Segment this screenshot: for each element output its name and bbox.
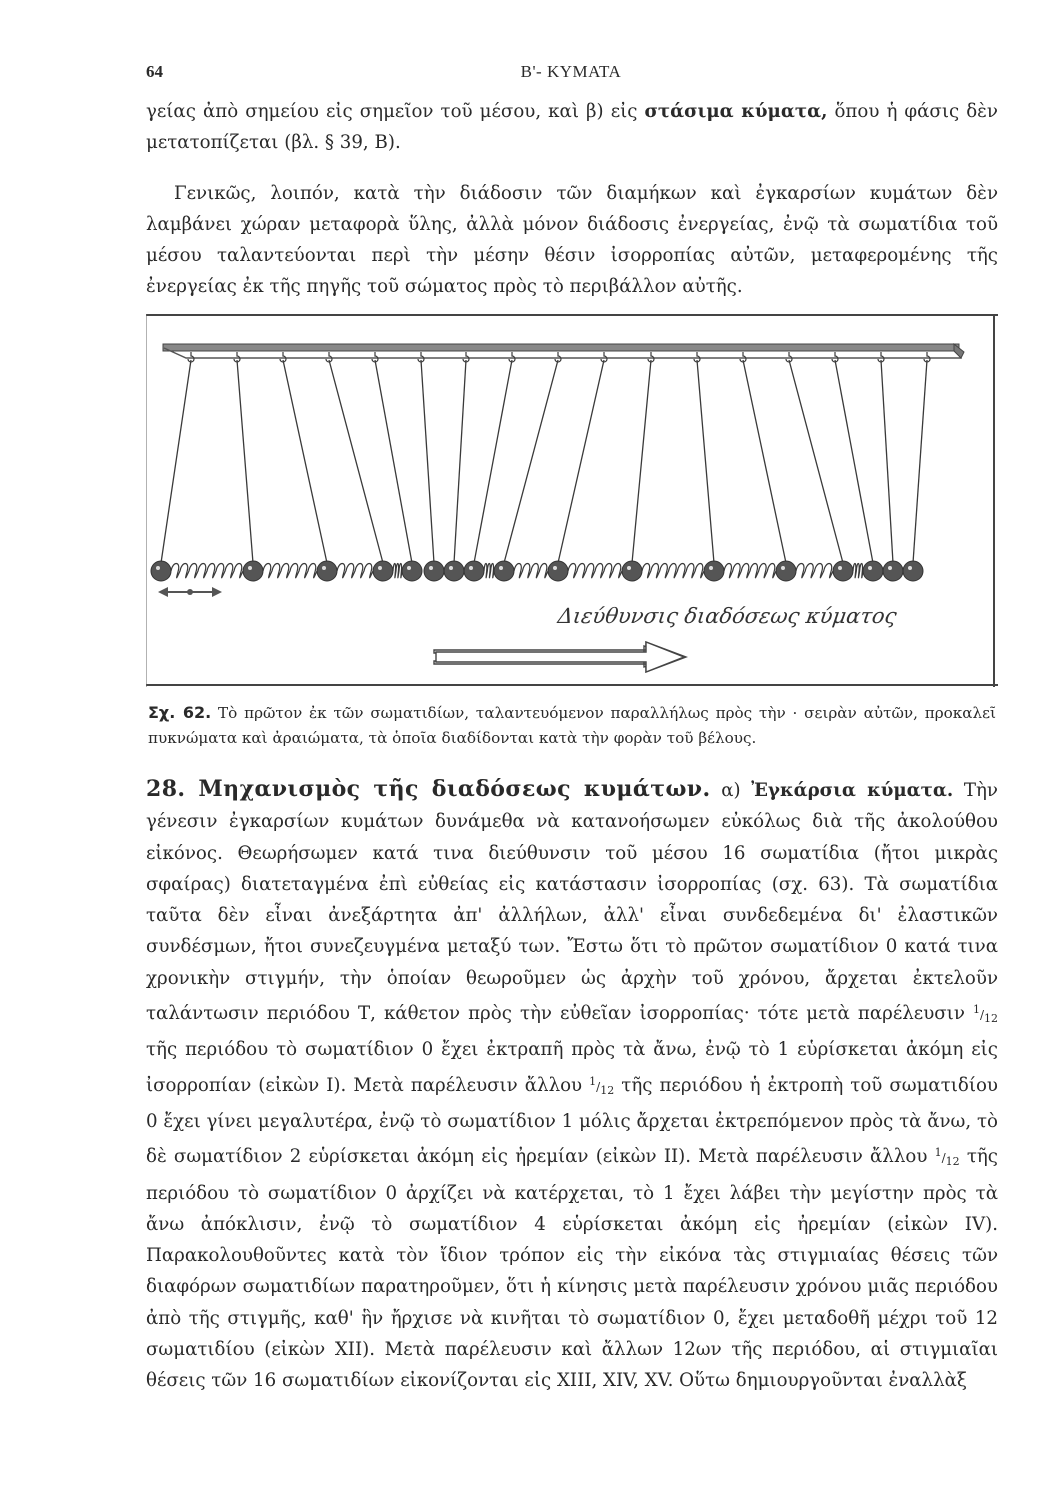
subtitle-prefix: α) <box>710 780 752 801</box>
spring-icon <box>263 564 317 578</box>
ball-icon <box>464 561 484 581</box>
fraction-numerator: 1 <box>589 1074 597 1088</box>
ball-icon <box>317 561 337 581</box>
figure-caption <box>148 700 996 751</box>
section-body: Τὴν γένεσιν ἐγκαρσίων κυμάτων δυνάμεθα νὰ κατανοήσωμεν εὐκόλως διὰ τῆς ἀκολούθου εἰκόνος. Θεωρήσωμεν κατά τινα διεύθυνσιν τοῦ μέσου 16 σωματίδια (ἤτοι μικρὰς σφαίρας) διατεταγμένα ἐπὶ εὐθείας εἰς κατάστασιν ἰσορροπίας (σχ. 63). Τὰ σωματίδια ταῦτα δὲν εἶναι ἀνεξάρτητα ἀπ' ἀλλήλων, ἀλλ' εἶναι συνδεδεμένα δι' ἐλαστικῶν συνδέσμων, ἤτοι συνεζευγμένα μεταξύ των. Ἔστω ὅτι τὸ πρῶτον σωματίδιον 0 κατά τινα χρονικὴν στιγμήν, τὴν ὁποίαν θεωροῦμεν ὡς ἀρχὴν τοῦ χρόνου, ἄρχεται ἐκτελοῦν ταλάντωσιν περιόδου Τ, κάθετον πρὸς τὴν εὐθεῖαν ἰσορροπίας· τότε μετὰ παρέλευσιν <box>146 780 998 1025</box>
pendulum-string <box>504 360 558 563</box>
paragraph-text: Γενικῶς, λοιπόν, κατὰ τὴν διάδοσιν τῶν διαμήκων καὶ ἐγκαρσίων κυμάτων δὲν λαμβάνει χώραν μεταφορὰ ὕλης, ἀλλὰ μόνον διάδοσις ἐνεργείας, ἐνῷ τὰ σωματίδια τοῦ μέσου ταλαντεύονται περὶ τὴν μέσην θέσιν ἰσορροπίας αὐτῶν, μεταφερομένης τῆς ἐνεργείας ἐκ τῆς πηγῆς τοῦ σώματος πρὸς τὸ περιβάλλον αὐτῆς. <box>146 183 998 297</box>
ball-icon <box>548 561 568 581</box>
pendulum-string <box>835 360 873 563</box>
pendulum-string <box>789 360 843 563</box>
spring-icon <box>724 564 776 578</box>
fraction: $^1/_{12}$ <box>589 1074 615 1097</box>
pendulum-string <box>632 360 651 563</box>
spring-icon <box>853 564 863 578</box>
ball-icon <box>151 561 171 581</box>
spring-icon <box>337 564 373 578</box>
fraction-denominator: 12 <box>600 1083 615 1097</box>
fraction: $^1/_{12}$ <box>972 1003 998 1026</box>
pendulum-string <box>329 360 383 563</box>
fraction-numerator: 1 <box>972 1003 980 1017</box>
ball-icon <box>444 561 464 581</box>
paragraph-1 <box>146 96 998 158</box>
page-header <box>146 62 996 86</box>
ball-icon <box>243 561 263 581</box>
pendulum-string <box>454 360 466 563</box>
caption-label: Σχ. 62. <box>148 703 212 722</box>
pendulum-string <box>421 360 434 563</box>
section-body: τῆς περιόδου τὸ σωματίδιον 0 ἀρχίζει νὰ κατέρχεται, τὸ 1 ἔχει λάβει τὴν μεγίστην πρὸς τὰ ἄνω ἀπόκλισιν, ἐνῷ τὸ σωματίδιον 4 εὑρίσκεται ἀκόμη εἰς ἠρεμίαν (εἰκὼν IV). Παρακολουθοῦντες κατὰ τὸν ἴδιον τρόπον εἰς τὴν εἰκόνα τὰς στιγμιαίας θέσεις τῶν διαφόρων σωματιδίων παρατηροῦμεν, ὅτι ἡ κίνησις μετὰ παρέλευσιν χρόνου μιᾶς περιόδου ἀπὸ τῆς στιγμῆς, καθ' ἣν ἤρχισε νὰ κινῆται τὸ σωματίδιον 0, ἔχει μεταδοθῆ μέχρι τοῦ 12 σωματιδίου (εἰκὼν XII). Μετὰ παρέλευσιν καὶ ἄλλων 12ων τῆς περιόδου, αἱ στιγμιαῖαι θέσεις τῶν 16 σωματιδίων εἰκονίζονται εἰς XIII, XIV, XV. Οὕτω δημιουργοῦνται ἐναλλὰξ <box>146 1146 998 1392</box>
section-title: 28. Μηχανισμὸς τῆς διαδόσεως κυμάτων. <box>146 776 711 802</box>
spring-icon <box>568 564 622 578</box>
pendulum-string <box>161 360 191 563</box>
spring-icon <box>484 564 494 578</box>
fraction-numerator: 1 <box>934 1146 942 1160</box>
section-28 <box>146 774 998 1397</box>
pendulum-string <box>913 360 927 563</box>
ball-icon <box>863 561 883 581</box>
paragraph-text: ὅπου ἡ φάσις δὲν μετατοπίζεται (βλ. § 39, Β). <box>146 101 998 153</box>
figure-62 <box>146 314 998 687</box>
running-head: Β'- ΚΥΜΑΤΑ <box>520 62 622 81</box>
figure-label: Διεύθυνσις διαδόσεως κύματος <box>556 604 899 628</box>
paragraph-2 <box>146 178 998 302</box>
pendulum-string <box>743 360 786 563</box>
oscillation-arrow-icon <box>158 587 222 597</box>
bold-term: στάσιμα κύματα, <box>644 101 828 122</box>
fraction: $^1/_{12}$ <box>934 1146 960 1169</box>
pendulum-string <box>375 360 412 563</box>
propagation-arrow-icon <box>434 642 686 672</box>
pendulum-spring-diagram <box>146 314 998 687</box>
pendulum-string <box>474 360 512 563</box>
spring-icon <box>393 564 402 578</box>
ball-icon <box>424 561 444 581</box>
ball-icon <box>622 561 642 581</box>
ball-icon <box>776 561 796 581</box>
spring-icon <box>642 564 704 578</box>
section-subtitle: Ἐγκάρσια κύματα. <box>751 780 954 801</box>
ball-icon <box>402 561 422 581</box>
pendulum-string <box>237 360 253 563</box>
section-body: τῆς περιόδου ἡ ἐκτροπὴ τοῦ σωματιδίου 0 ἔχει γίνει μεγαλυτέρα, ἐνῷ τὸ σωματίδιον 1 μόλις ἄρχεται ἐκτρεπόμενον πρὸς τὰ ἄνω, τὸ δὲ σωματίδιον 2 εὑρίσκεται ἀκόμη εἰς ἠρεμίαν (εἰκὼν II). Μετὰ παρέλευσιν ἄλλου <box>146 1074 998 1168</box>
fraction-denominator: 12 <box>945 1155 960 1169</box>
section-body: τῆς περιόδου τὸ σωματίδιον 0 ἔχει ἐκτραπῆ πρὸς τὰ ἄνω, ἐνῷ τὸ 1 εὑρίσκεται ἀκόμη εἰς ἰσορροπίαν (εἰκὼν I). Μετὰ παρέλευσιν ἄλλου <box>146 1039 998 1096</box>
ball-icon <box>833 561 853 581</box>
caption-text: Τὸ πρῶτον ἐκ τῶν σωματιδίων, ταλαντευόμενον παραλλήλως πρὸς τὴν · σειρὰν αὐτῶν, προκαλεῖ πυκνώματα καὶ ἀραιώματα, τὰ ὁποῖα διαδίδονται κατὰ τὴν φορὰν τοῦ βέλους. <box>148 704 996 747</box>
pendulum-string <box>283 360 327 563</box>
springs <box>171 564 863 578</box>
spring-icon <box>796 564 833 578</box>
ball-icon <box>903 561 923 581</box>
paragraph-text: γείας ἀπὸ σημείου εἰς σημεῖον τοῦ μέσου, καὶ β) εἰς <box>146 101 645 122</box>
fraction-denominator: 12 <box>984 1012 998 1026</box>
spring-icon <box>514 564 548 578</box>
pendulum-string <box>881 360 893 563</box>
ball-icon <box>373 561 393 581</box>
ball-icon <box>704 561 724 581</box>
ball-icon <box>494 561 514 581</box>
pendulum-string <box>697 360 714 563</box>
pendulums <box>161 352 930 563</box>
ball-icon <box>883 561 903 581</box>
page-number: 64 <box>146 62 163 81</box>
pendulum-string <box>558 360 604 563</box>
spring-icon <box>171 564 243 578</box>
